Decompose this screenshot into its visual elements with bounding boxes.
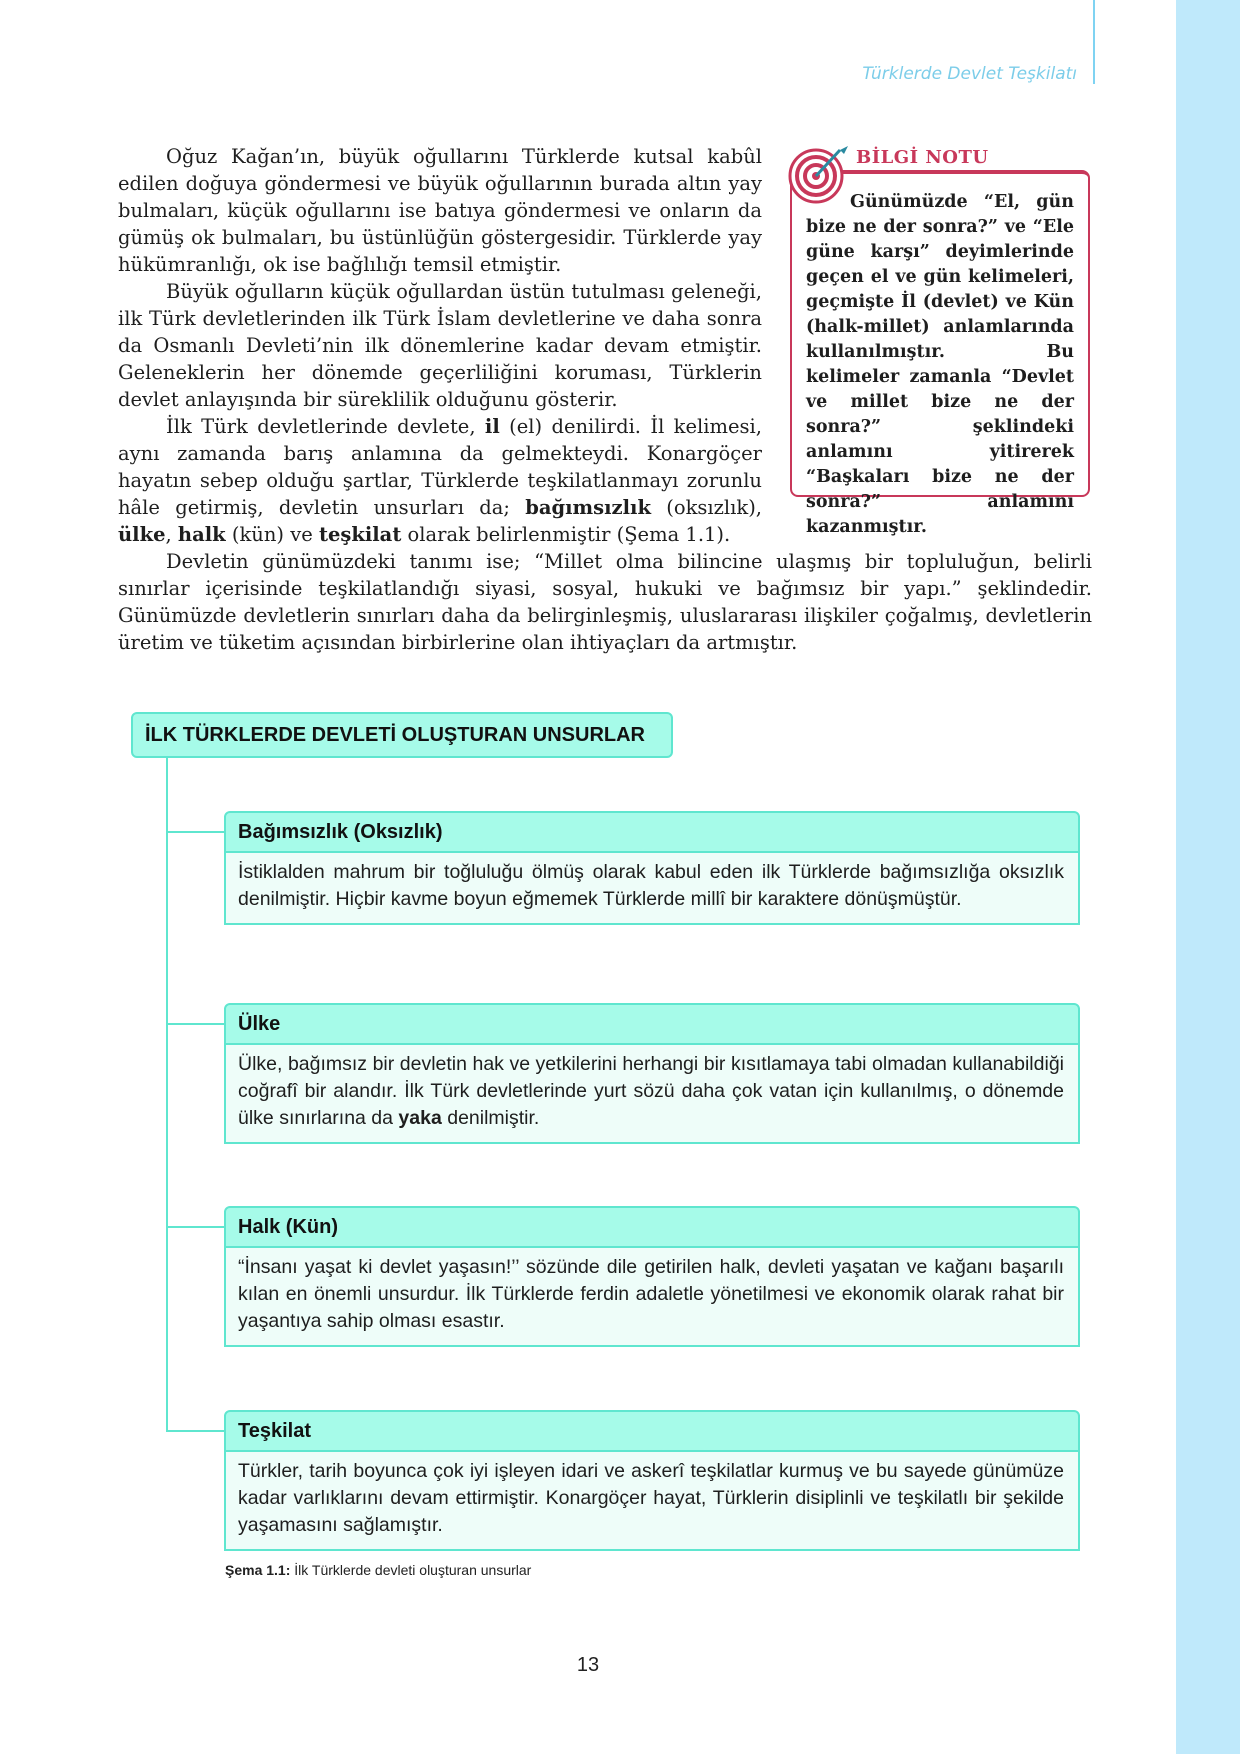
card-text: Ülke, bağımsız bir devletin hak ve yetkilerini herhangi bir kısıtlamaya tabi olmadan kullanabildiği coğrafî bir alandır. İlk Türk devletlerinde yurt sözü daha çok vatan için kullanılmış, o dönemde ülke sınırlarına da yaka denilmiştir. <box>224 1045 1080 1144</box>
info-note-text: Günümüzde “El, gün bize ne der sonra?” ve “Ele güne karşı” deyimlerinde geçen el ve gün kelimeleri, geçmişte İl (devlet) ve Kün (halk-millet) anlamlarında kullanılmıştır. Bu kelimeler zamanla “Devlet ve millet bize ne der sonra?” şeklindeki anlamını yitirerek “Başkaları bize ne der sonra?” anlamını kazanmıştır. <box>806 192 1074 537</box>
card-text: İstiklalden mahrum bir toğluluğu ölmüş olarak kabul eden ilk Türklerde bağımsızlığa oksızlık denilmiştir. Hiçbir kavme boyun eğmemek Türklerde millî bir karaktere dönüşmüştür. <box>224 853 1080 925</box>
paragraph-2: Büyük oğulların küçük oğullardan üstün tutulması geleneği, ilk Türk devletlerinden ilk Türk İslam devletlerine ve daha sonra da Osmanlı Devleti’nin ilk dönemlerine kadar devam etmiştir. Geleneklerin her dönemde geçerliliğini koruması, Türklerin devlet anlayışında bir süreklilik olduğunu gösterir. <box>118 280 762 411</box>
tree-branch <box>166 1430 224 1432</box>
schema-card-bagimsizlik <box>224 811 1080 925</box>
card-heading: Bağımsızlık (Oksızlık) <box>224 811 1080 853</box>
info-note-box <box>790 170 1090 537</box>
info-note-title: BİLGİ NOTU <box>856 147 989 168</box>
card-text: Türkler, tarih boyunca çok iyi işleyen idari ve askerî teşkilatlar kurmuş ve bu sayede günümüze kadar varlıklarını devam ettirmiştir. Konargöçer hayat, Türklerin disiplinli ve teşkilatlı bir şekilde yaşamasını sağlamıştır. <box>224 1452 1080 1551</box>
tree-branch <box>166 1226 224 1228</box>
page-number: 13 <box>576 1654 600 1676</box>
card-heading: Ülke <box>224 1003 1080 1045</box>
paragraph-4: Devletin günümüzdeki tanımı ise; “Millet olma bilincine ulaşmış bir topluluğun, belirli sınırlar içerisinde teşkilatlandığı siyasi, sosyal, hukuki ve bağımsız bir yapı.” şeklindedir. Günümüzde devletlerin sınırları daha da belirginleşmiş, uluslararası ilişkiler çoğalmış, devletlerin üretim ve tüketim açısından birbirlerine olan ihtiyaçları da artmıştır. <box>118 550 1092 654</box>
schema-card-halk <box>224 1206 1080 1347</box>
running-header: Türklerde Devlet Teşkilatı <box>862 64 1077 84</box>
target-icon <box>788 140 852 204</box>
schema-card-teskilat <box>224 1410 1080 1551</box>
schema-title: İLK TÜRKLERDE DEVLETİ OLUŞTURAN UNSURLAR <box>131 712 673 758</box>
side-strip <box>1176 0 1240 1754</box>
header-rule <box>1093 0 1095 84</box>
card-heading: Teşkilat <box>224 1410 1080 1452</box>
schema-card-ulke <box>224 1003 1080 1144</box>
schema-caption: Şema 1.1: İlk Türklerde devleti oluşturan unsurlar <box>225 1562 532 1578</box>
tree-connector <box>166 758 168 1432</box>
paragraph-3: İlk Türk devletlerinde devlete, il (el) denilirdi. İl kelimesi, aynı zamanda barış anlamına da gelmekteydi. Konargöçer hayatın sebep olduğu şartlar, Türklerde teşkilatlanmayı zorunlu hâle getirmiş, devletin unsurları da; bağımsızlık (oksızlık), ülke, halk (kün) ve teşkilat olarak belirlenmiştir (Şema 1.1). <box>118 415 762 546</box>
paragraph-1: Oğuz Kağan’ın, büyük oğullarını Türklerde kutsal kabûl edilen doğuya göndermesi ve büyük oğullarının burada altın yay bulmaları, küçük oğullarını ise batıya göndermesi ve onların da gümüş ok bulmaları, bu üstünlüğün göstergesidir. Türklerde yay hükümranlığı, ok ise bağlılığı temsil etmiştir. <box>118 145 762 276</box>
card-text: “İnsanı yaşat ki devlet yaşasın!’’ sözünde dile getirilen halk, devleti yaşatan ve kağanı başarılı kılan en önemli unsurdur. İlk Türklerde ferdin adaletle yönetilmesi ve ekonomik olarak rahat bir yaşantıya sahip olması esastır. <box>224 1248 1080 1347</box>
tree-branch <box>166 1023 224 1025</box>
tree-branch <box>166 831 224 833</box>
card-heading: Halk (Kün) <box>224 1206 1080 1248</box>
